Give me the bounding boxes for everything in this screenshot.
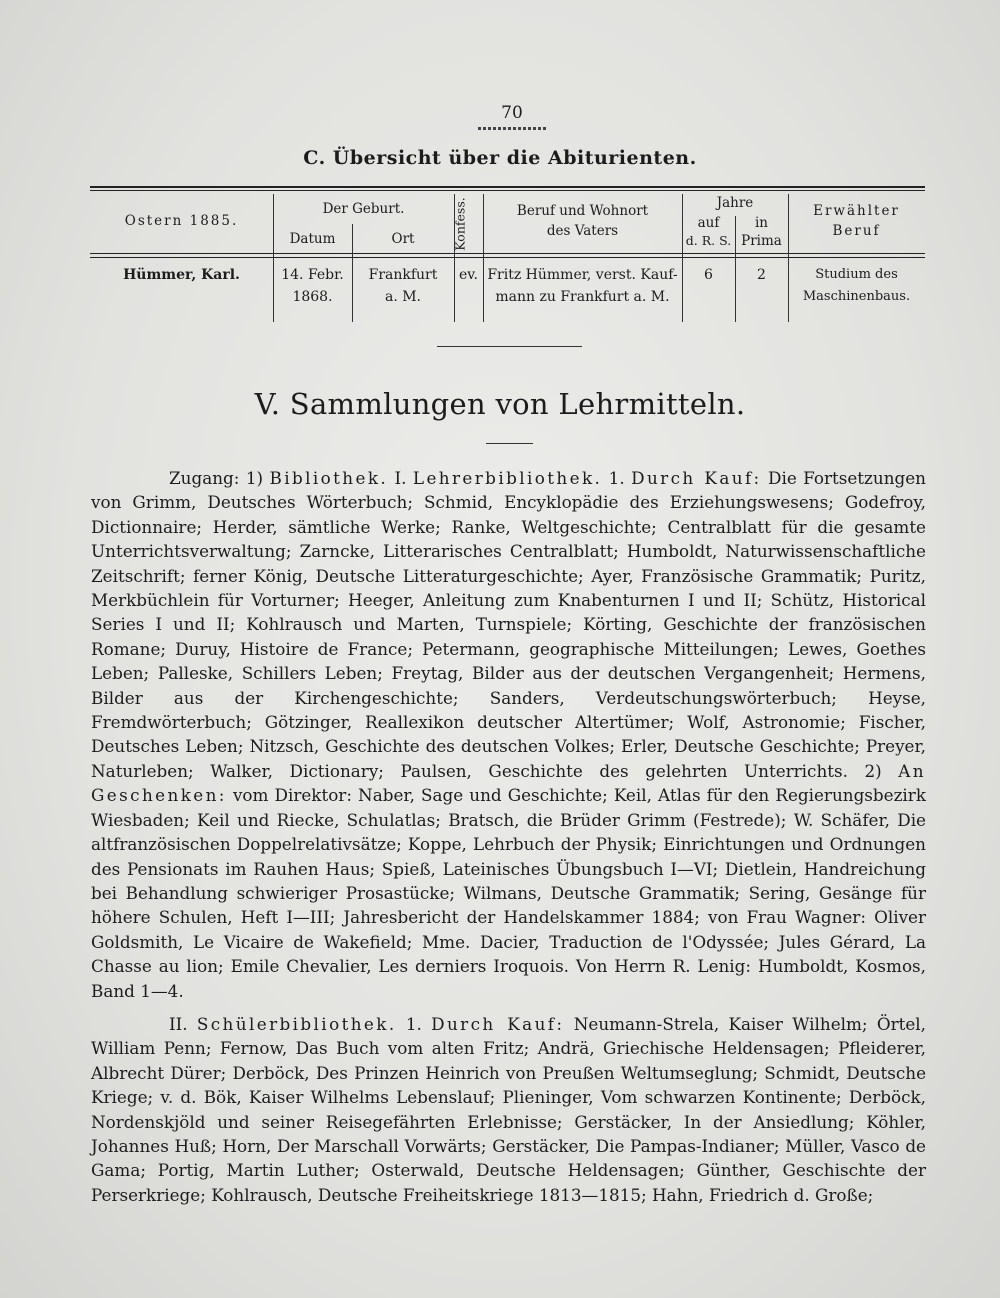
abiturienten-table xyxy=(90,186,925,326)
table-top-rule xyxy=(90,186,925,188)
cell-date-line1: 14. Febr. xyxy=(281,267,344,283)
lead-lehrerbibliothek: Lehrerbibliothek. xyxy=(412,468,603,488)
paragraph-schuelerbibliothek xyxy=(91,1012,926,1207)
header-years-group: Jahre xyxy=(716,195,754,211)
header-career-line1: Erwählter xyxy=(813,203,900,219)
paragraph1-text: Die Fortsetzungen von Grimm, Deutsches Wörterbuch; Schmid, Encyklopädie des Erziehungswesens; Godefroy, Dictionnaire; Herder, sämtliche Werke; Ranke, Weltgeschichte; Centralblatt für die gesamte Unterrichtsverwaltung; Zarncke, Litterarisches Centralblatt; Humboldt, Naturwissenschaftliche Zeitschrift; ferner König, Deutsche Litteraturgeschichte; Ayer, Französische Grammatik; Puritz, Merkbüchlein für Vorturner; Heeger, Anleitung zum Knabenturnen I und II; Schütz, Historical Series I und II; Kohlrausch und Marten, Turnspiele; Körting, Geschichte der französischen Romane; Duruy, Histoire de France; Petermann, geographische Mitteilungen; Lewes, Goethes Leben; Palleske, Schillers Leben; Freytag, Bilder aus der deutschen Vergangenheit; Hermens, Bilder aus der Kirchengeschichte; Sanders, Verdeutschungswörterbuch; Heyse, Fremdwörterbuch; Götzinger, Reallexikon deutscher Altertümer; Wolf, Astronomie; Fischer, Deutsches Leben; Nitzsch, Geschichte des deutschen Volkes; Erler, Deutsche Geschichte; Preyer, Naturleben; Walker, Dictionary; Paulsen, Geschichte des gelehrten Unterrichts. 2) xyxy=(91,468,926,781)
header-birth-date: Datum xyxy=(289,231,336,247)
header-birth-group: Der Geburt. xyxy=(322,201,405,217)
header-years-prima-line1: in xyxy=(754,215,768,231)
cell-years-rs: 6 xyxy=(704,267,713,283)
header-years-rs-line1: auf xyxy=(697,215,720,231)
paragraph-lehrerbibliothek xyxy=(91,466,926,1003)
cell-name: Hümmer, Karl. xyxy=(123,267,240,283)
cell-date-line2: 1868. xyxy=(292,289,333,305)
cell-career-line1: Studium des xyxy=(815,267,898,282)
page-number-ornament xyxy=(478,127,546,130)
header-years-rs-line2: d. R. S. xyxy=(685,233,732,248)
lead-roman: I. xyxy=(388,468,413,488)
header-father-line2: des Vaters xyxy=(546,223,619,239)
header-father-line1: Beruf und Wohnort xyxy=(516,203,649,219)
table-header-rule-thin xyxy=(90,257,925,258)
lead-roman-2: II. xyxy=(169,1014,197,1034)
lead-zugang: Zugang: 1) xyxy=(169,468,270,488)
cell-place-line1: Frankfurt xyxy=(368,267,438,283)
lead-bibliothek: Bibliothek. xyxy=(269,468,389,488)
header-career-line2: Beruf xyxy=(832,223,881,239)
header-years-prima-line2: Prima xyxy=(741,233,782,249)
section-v-title: V. Sammlungen von Lehrmitteln. xyxy=(254,387,746,421)
lead-num-2: 1. xyxy=(396,1014,432,1034)
section-c-title: C. Übersicht über die Abiturienten. xyxy=(303,147,697,169)
cell-father-line1: Fritz Hümmer, verst. Kauf- xyxy=(487,267,678,283)
page-number: 70 xyxy=(501,103,523,123)
section-divider xyxy=(437,346,582,347)
lead-an-geschenken: An Geschenken: xyxy=(91,760,926,806)
cell-years-prima: 2 xyxy=(757,267,766,283)
header-confession: Konfess. xyxy=(452,197,468,251)
header-term: Ostern 1885. xyxy=(124,213,239,229)
table-header-rule xyxy=(90,253,925,254)
cell-place-line2: a. M. xyxy=(384,289,422,305)
paragraph1-text2: vom Direktor: Naber, Sage und Geschichte; Keil, Atlas für den Regierungsbezirk Wiesbaden; Keil und Riecke, Schulatlas; Bratsch, die Brüder Grimm (Festrede); W. Schäfer, Die altfranzösischen Doppelrelativsätze; Koppe, Lehrbuch der Physik; Einrichtungen und Ordnungen des Pensionats im Rauhen Haus; Spieß, Lateinisches Übungsbuch I—VI; Dietlein, Handreichung bei Behandlung schwieriger Prosastücke; Wilmans, Deutsche Grammatik; Sering, Gesänge für höhere Schulen, Heft I—III; Jahresbericht der Handelskammer 1884; von Frau Wagner: Oliver Goldsmith, Le Vicaire de Wakefield; Mme. Dacier, Traduction de l'Odyssée; Jules Gérard, La Chasse au lion; Emile Chevalier, Les derniers Iroquois. Von Herrn R. Lenig: Humboldt, Kosmos, Band 1—4. xyxy=(91,785,926,1001)
paragraph2-text: Neumann-Strela, Kaiser Wilhelm; Örtel, William Penn; Fernow, Das Buch vom alten Fritz; Andrä, Griechische Heldensagen; Pfleiderer, Albrecht Dürer; Derböck, Des Prinzen Heinrich von Preußen Weltumseglung; Schmidt, Deutsche Kriege; v. d. Bök, Kaiser Wilhelms Lebenslauf; Plieninger, Vom schwarzen Kontinente; Derböck, Nordenskjöld und seiner Reisegefährten Erlebnisse; Gerstäcker, In der Ansiedlung; Köhler, Johannes Huß; Horn, Der Marschall Vorwärts; Gerstäcker, Die Pampas-Indianer; Müller, Vasco de Gama; Portig, Martin Luther; Osterwald, Deutsche Heldensagen; Günther, Geschischte der Perserkriege; Kohlrausch, Deutsche Freiheitskriege 1813—1815; Hahn, Friedrich d. Große; xyxy=(91,1014,926,1205)
title-underline xyxy=(486,443,533,444)
lead-durch-kauf: Durch Kauf: xyxy=(631,468,762,488)
lead-num: 1. xyxy=(602,468,632,488)
lead-durch-kauf-2: Durch Kauf: xyxy=(431,1014,565,1034)
cell-confession: ev. xyxy=(459,267,478,283)
table-top-rule-thin xyxy=(90,190,925,191)
lead-schuelerbibliothek: Schülerbibliothek. xyxy=(196,1014,397,1034)
header-birth-place: Ort xyxy=(391,231,415,247)
cell-father-line2: mann zu Frankfurt a. M. xyxy=(495,289,670,305)
cell-career-line2: Maschinenbaus. xyxy=(802,289,911,304)
